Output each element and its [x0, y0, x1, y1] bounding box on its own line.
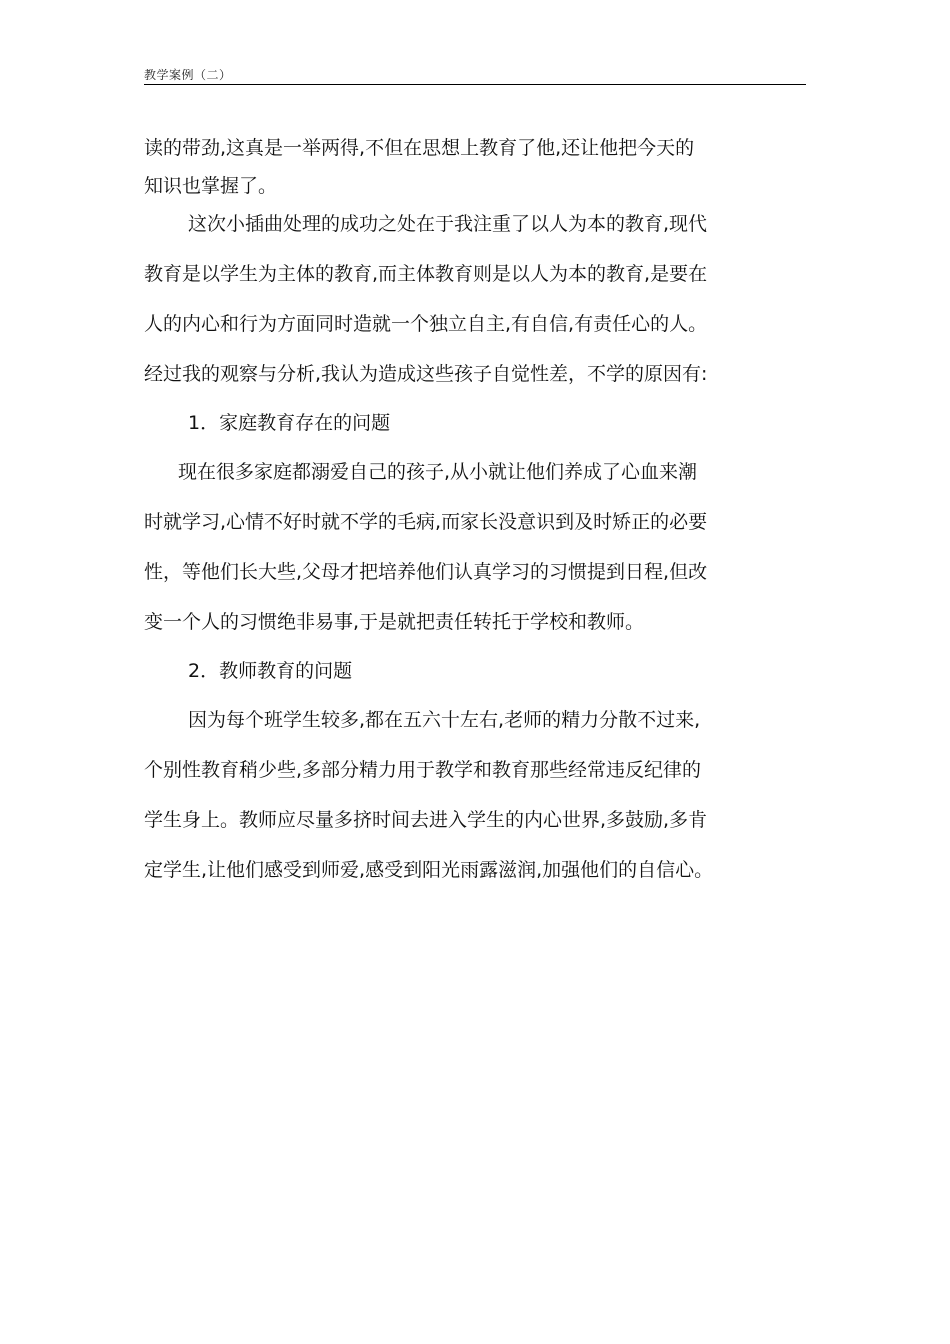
body-line-15: 学生身上。教师应尽量多挤时间去进入学生的内心世界,多鼓励,多肯: [144, 809, 708, 831]
body-line-8: 现在很多家庭都溺爱自己的孩子,从小就让他们养成了心血来潮: [178, 461, 698, 483]
body-line-16: 定学生,让他们感受到师爱,感受到阳光雨露滋润,加强他们的自信心。: [144, 859, 714, 881]
body-line-11: 变一个人的习惯绝非易事,于是就把责任转托于学校和教师。: [144, 611, 645, 633]
section-heading-2: 2．教师教育的问题: [188, 660, 353, 682]
page-header-title: 教学案例（二）: [144, 68, 232, 82]
body-line-14: 个别性教育稍少些,多部分精力用于教学和教育那些经常违反纪律的: [144, 759, 702, 781]
body-line-4: 教育是以学生为主体的教育,而主体教育则是以人为本的教育,是要在: [144, 263, 708, 285]
body-line-13: 因为每个班学生较多,都在五六十左右,老师的精力分散不过来,: [188, 709, 701, 731]
body-line-10: 性，等他们长大些,父母才把培养他们认真学习的习惯提到日程,但改: [144, 561, 708, 583]
body-line-2: 知识也掌握了。: [144, 175, 278, 197]
body-line-9: 时就学习,心情不好时就不学的毛病,而家长没意识到及时矫正的必要: [144, 511, 708, 533]
body-line-5: 人的内心和行为方面同时造就一个独立自主,有自信,有责任心的人。: [144, 313, 708, 335]
body-line-3: 这次小插曲处理的成功之处在于我注重了以人为本的教育,现代: [188, 213, 708, 235]
body-line-6: 经过我的观察与分析,我认为造成这些孩子自觉性差，不学的原因有:: [144, 363, 708, 385]
body-line-1: 读的带劲,这真是一举两得,不但在思想上教育了他,还让他把今天的: [144, 137, 695, 159]
header-divider: [144, 84, 806, 85]
section-heading-1: 1．家庭教育存在的问题: [188, 412, 391, 434]
